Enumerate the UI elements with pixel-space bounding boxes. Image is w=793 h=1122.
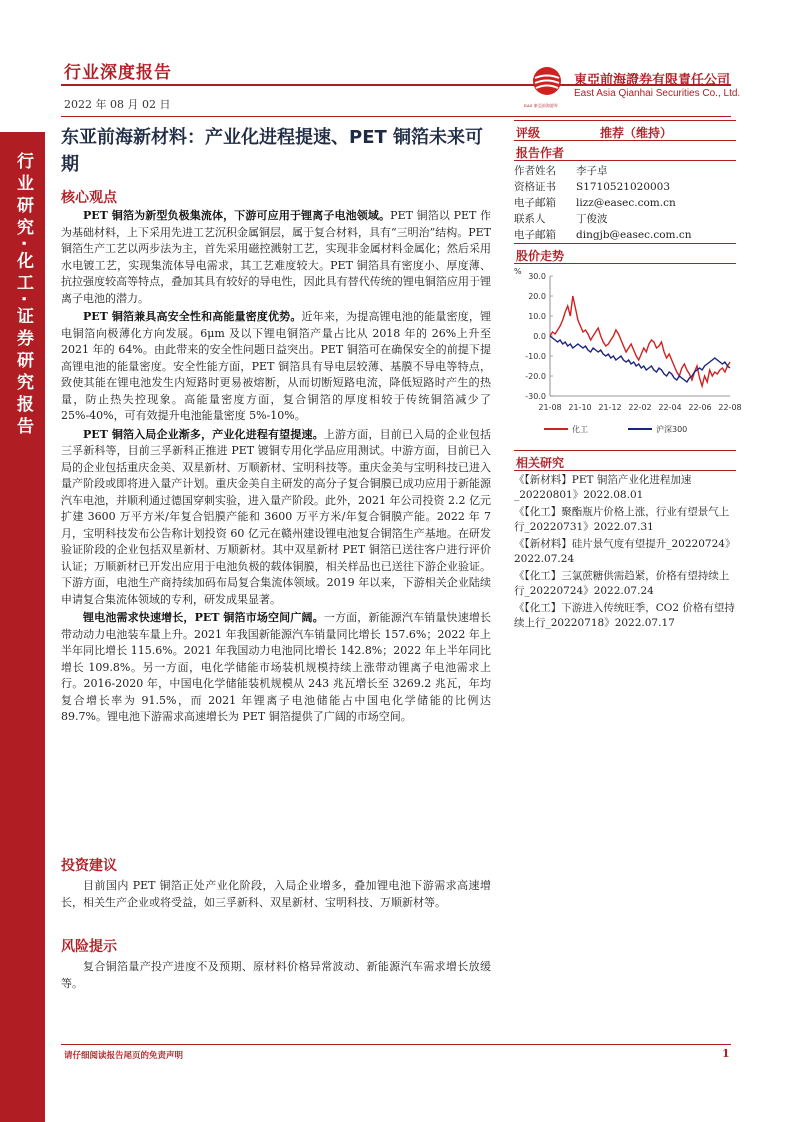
investment-text: 目前国内 PET 铜箔正处产业化阶段，入局企业增多，叠加锂电池下游需求高速增长，相关生产企业或将受益，如三孚新科、双星新材、宝明科技、万顺新材等。 <box>61 879 491 909</box>
author-row-key: 资格证书 <box>514 181 556 193</box>
chart-x-tick-label: 21-10 <box>568 403 592 412</box>
report-type: 行业深度报告 <box>64 63 172 83</box>
chart-series-line <box>550 296 730 386</box>
author-row-value: 丁俊波 <box>576 213 608 225</box>
author-row-key: 联系人 <box>514 213 546 225</box>
author-row-key: 电子邮箱 <box>514 197 556 209</box>
authors-table <box>514 163 736 243</box>
risk-text: 复合铜箔量产投产进度不及预期、原材料价格异常波动、新能源汽车需求增长放缓等。 <box>61 960 491 990</box>
chart-y-tick-label: -30.0 <box>525 392 546 401</box>
chart-y-tick-label: 10.0 <box>528 312 546 321</box>
related-report-link[interactable]: 《【化工】聚酯瓶片价格上涨，行业有望景气上行_20220731》2022.07.31 <box>514 506 730 533</box>
author-row <box>514 195 676 210</box>
related-report-link[interactable]: 《【化工】三氯蔗糖供需趋紧，价格有望持续上行_20220724》2022.07.24 <box>514 570 730 597</box>
authors-heading: 报告作者 <box>516 146 565 160</box>
sidebar-label: 行业研究·化工·证券研究报告 <box>13 152 33 439</box>
rating-bottom-divider <box>514 140 736 141</box>
related-top-divider <box>514 450 736 451</box>
chart-series-line <box>550 336 730 382</box>
author-row <box>514 179 670 194</box>
chart-x-tick-label: 22-02 <box>628 403 652 412</box>
company-name-en: East Asia Qianhai Securities Co., Ltd. <box>574 88 741 99</box>
chart-legend-label: 沪深300 <box>656 425 688 434</box>
chart-x-tick-label: 21-08 <box>538 403 562 412</box>
chart-x-tick-label: 22-08 <box>718 403 742 412</box>
chart-x-tick-label: 22-04 <box>658 403 682 412</box>
core-view-paragraph <box>61 427 491 609</box>
paragraph-lead: PET 铜箔为新型负极集流体，下游可应用于锂离子电池领域。 <box>83 209 391 222</box>
footer-disclaimer[interactable]: 请仔细阅读报告尾页的免责声明 <box>64 1051 184 1061</box>
chart-y-tick-label: 30.0 <box>528 272 546 281</box>
investment-heading: 投资建议 <box>61 858 117 874</box>
core-view-heading: 核心观点 <box>61 190 117 206</box>
chart-y-tick-label: -20.0 <box>525 372 546 381</box>
paragraph-lead: 锂电池需求快速增长，PET 铜箔市场空间广阔。 <box>83 611 324 624</box>
related-report-link[interactable]: 《【化工】下游进入传统旺季，CO2 价格有望持续上行_20220718》2022.07.17 <box>514 602 735 629</box>
core-view-body <box>61 208 491 728</box>
related-report-link[interactable]: 《【新材料】PET 铜箔产业化进程加速_20220801》2022.08.01 <box>514 474 692 501</box>
chart-y-tick-label: 20.0 <box>528 292 546 301</box>
paragraph-text: PET 铜箔以 PET 作为基础材料，上下采用先进工艺沉积金属铜层，属于复合材料，具有“三明治”结构。PET 铜箔生产工艺以两步法为主，首先采用磁控溅射工艺，实现非金属材料金属化；然后采用水电镀工艺，实现集流体导电需求，其工艺难度较大。PET 铜箔具有密度小、厚度薄、抗拉强度较高等特点，叠加其具有较好的导电性，因此具有替代传统的锂电铜箔应用于锂离子电池的潜力。 <box>61 209 492 305</box>
paragraph-text: 上游方面，目前已入局的企业包括三孚新科等，目前三孚新科正推进 PET 镀铜专用化学品应用测试。中游方面，目前已入局的企业包括重庆金美、双星新材、万顺新材、宝明科技等。重庆金美与宝明科技已进入量产阶段或即将进入量产计划。重庆金美自主研发的高分子复合铜膜已成功应用于新能源汽车电池，并顺利通过德国穿刺实验，进入量产阶段。此外，2021 年公司投资 2.2 亿元扩建 3600 万平方米/年复合铝膜产能和 3600 万平方米/年复合铜膜产能。2022 年 7 月，宝明科技发布公告称计划投资 60 亿元在赣州建设锂电池复合铜箔生产基地。在研发验证阶段的企业包括双星新材、万顺新材。其中双星新材 PET 铜箔已送往客户进行评价认证；万顺新材已开发出应用于电池负极的载体铜膜，相关样品也已送往下游企业验证。下游方面，电池生产商持续加码布局复合集流体领域。2019 年以来，下游相关企业陆续申请复合集流体领域的专利，研发成果显著。 <box>61 427 492 606</box>
company-name-cn: 東亞前海證券有限責任公司 <box>574 73 731 88</box>
sidebar-band <box>0 132 45 1122</box>
chart-y-unit: % <box>514 267 522 276</box>
author-row <box>514 211 608 226</box>
author-row-value: S1710521020003 <box>576 181 671 193</box>
paragraph-lead: PET 铜箔兼具高安全性和高能量密度优势。 <box>83 310 302 323</box>
page-number: 1 <box>722 1047 730 1060</box>
risk-heading: 风险提示 <box>61 939 117 955</box>
author-row <box>514 163 608 178</box>
paragraph-text: 一方面，新能源汽车销量快速增长带动动力电池装车量上升。2021 年我国新能源汽车销量同比增长 157.6%；2022 年上半年同比增长 115.6%。2021 年我国动力电池同比增长 142.8%；2022 年上半年同比增长 109.8%。另一方面，电化学储能市场装机规模持续上涨带动锂离子电池需求上行。2016-2020 年，中国电化学储能装机规模从 243 兆瓦增长至 3269.2 兆瓦，年均复合增长率为 91.5%，而 2021 年锂离子电池储能占中国电化学储能的比例达 89.7%。锂电池下游需求高速增长为 PET 铜箔提供了广阔的市场空间。 <box>61 611 492 723</box>
chart-x-tick-label: 22-06 <box>688 403 712 412</box>
logo-caption: EAS 東亞前海證券 <box>524 103 558 108</box>
core-view-paragraph <box>61 208 491 307</box>
chart-y-tick-label: 0.0 <box>533 332 546 341</box>
author-row-key: 作者姓名 <box>514 165 556 177</box>
paragraph-lead: PET 铜箔入局企业渐多，产业化进程有望提速。 <box>83 427 324 441</box>
investment-body <box>61 878 491 913</box>
author-row-value: 李子卓 <box>576 165 608 177</box>
author-row-value[interactable]: dingjb@easec.com.cn <box>576 229 692 241</box>
core-view-paragraph <box>61 309 491 425</box>
chart-top-divider <box>514 243 736 244</box>
related-divider <box>514 470 736 471</box>
related-list <box>514 473 736 633</box>
risk-body <box>61 959 491 994</box>
author-row <box>514 227 691 242</box>
company-logo-icon <box>528 65 566 103</box>
related-report-link[interactable]: 《【新材料】硅片景气度有望提升_20220724》2022.07.24 <box>514 538 736 565</box>
header-divider-2 <box>61 116 731 117</box>
chart-x-tick-label: 21-12 <box>598 403 622 412</box>
page-title: 东亚前海新材料：产业化进程提速、PET 铜箔未来可期 <box>61 127 484 175</box>
related-heading: 相关研究 <box>516 456 565 470</box>
chart-heading: 股价走势 <box>516 249 565 263</box>
rating-top-divider <box>514 120 736 121</box>
core-view-paragraph <box>61 610 491 726</box>
report-date: 2022 年 08 月 02 日 <box>64 98 171 111</box>
author-row-value[interactable]: lizz@easec.com.cn <box>576 197 676 209</box>
stock-price-chart <box>510 264 742 444</box>
rating-value: 推荐（维持） <box>600 126 673 140</box>
chart-y-tick-label: -10.0 <box>525 352 546 361</box>
footer-divider <box>61 1044 731 1045</box>
authors-divider <box>514 160 736 161</box>
paragraph-text: 近年来，为提高锂电池的能量密度，锂电铜箔向极薄化方向发展。6μm 及以下锂电铜箔产量占比从 2018 年的 26%上升至 2021 年的 64%。由此带来的安全性问题日益突出。PET 铜箔可在确保安全的前提下提高锂电池的能量密度。安全性能方面，PET 铜箔具有导电层较薄、基膜不导电等特点，致使其能在锂电池发生内短路时更易被熔断，从而切断短路电流，降低短路时产生的热量，防止热失控现象。高能量密度方面，复合铜箔的厚度相较于传统铜箔减少了 25%-40%，可有效提升电池能量密度 5%-10%。 <box>61 310 492 422</box>
rating-label: 评级 <box>516 126 541 140</box>
chart-legend-label: 化工 <box>572 425 588 434</box>
author-row-key: 电子邮箱 <box>514 229 556 241</box>
